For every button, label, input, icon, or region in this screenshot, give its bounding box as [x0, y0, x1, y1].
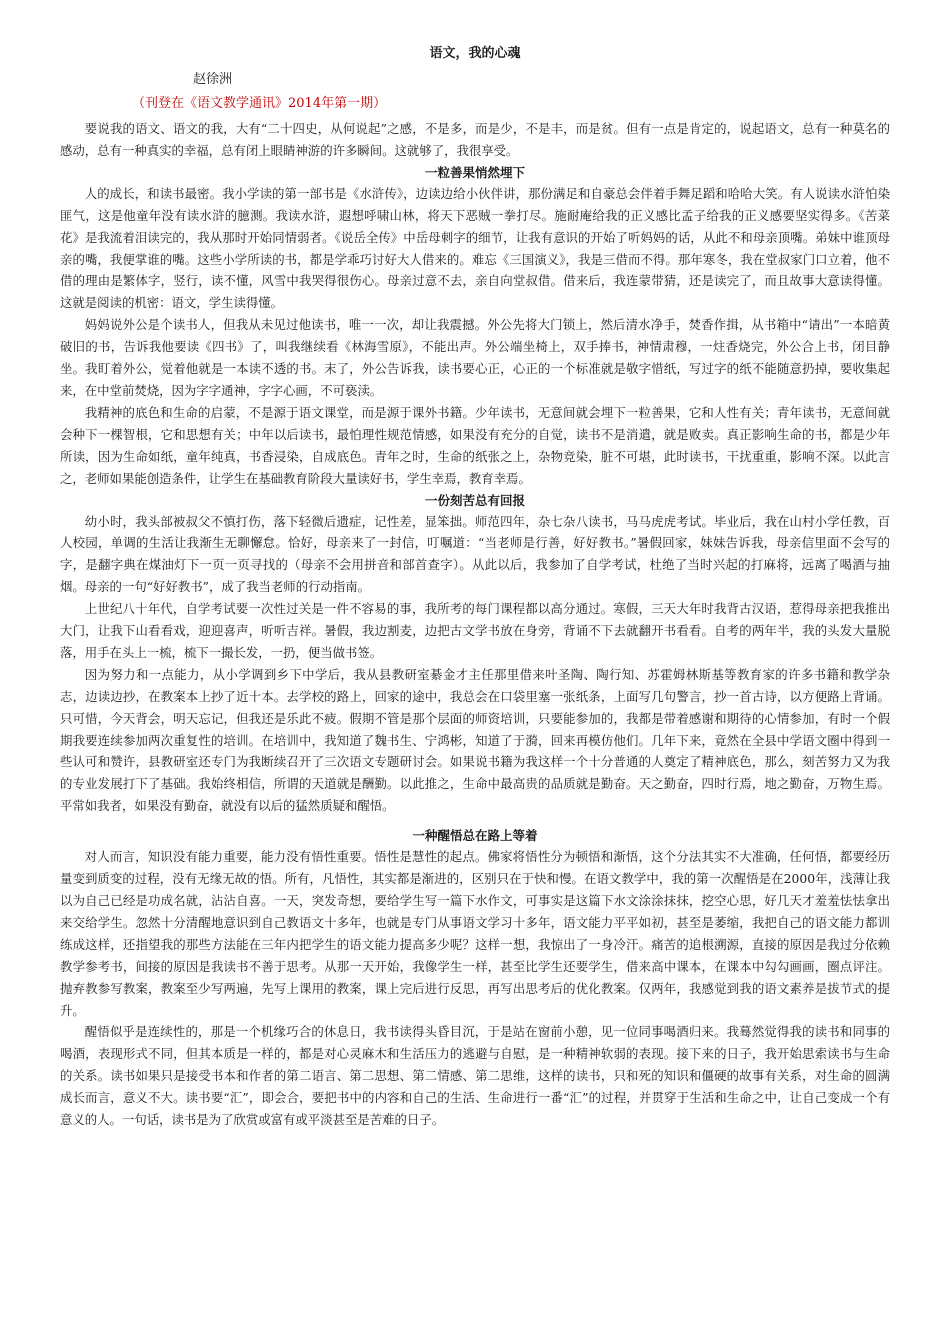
document-title: 语文，我的心魂	[429, 46, 521, 61]
section-heading: 一粒善果悄然埋下	[424, 164, 525, 180]
body-paragraph: 我精神的底色和生命的启蒙，不是源于语文课堂，而是源于课外书籍。少年读书，无意间就会埋下一粒善果，它和人性有关；青年读书，无意间就会种下一棵智根，它和思想有关；中年以后读书，最怕理性规范情感，如果没有充分的自觉，读书不是消遣，就是败卖。真正影响生命的书，都是少年所读，因为生命如纸，童年纯真，书香浸染，自成底色。青年之时，生命的纸张之上，杂物竞染，脏不可堪，此时读书，干扰重重，影响不深。以此言之，老师如果能创造条件，让学生在基础教育阶段大量读好书，学生幸焉，教育幸焉。	[60, 404, 890, 486]
body-paragraph: 妈妈说外公是个读书人，但我从未见过他读书，唯一一次，却让我震撼。外公先将大门锁上，然后清水净手，焚香作揖，从书箱中“请出”一本暗黄破旧的书，告诉我他要读《四书》了，叫我继续看《林海雪原》，不能出声。外公端坐椅上，双手捧书，神情肃穆，一炷香烧完，外公合上书，闭目静坐。我盯着外公，觉着他就是一本读不透的书。末了，外公告诉我，读书要心正，心正的一个标准就是敬字惜纸，写过字的纸不能随意扔掉，要收集起来，在中堂前焚烧，因为字字通神，字字心画，不可亵渎。	[60, 317, 890, 398]
body-paragraph: 对人而言，知识没有能力重要，能力没有悟性重要。悟性是慧性的起点。佛家将悟性分为顿悟和渐悟，这个分法其实不大准确，任何悟，都要经历量变到质变的过程，没有无缘无故的悟。所有，凡悟性，其实都是渐进的，区别只在于快和慢。在语文教学中，我的第一次醒悟是在2000年，浅薄让我以为自己已经是功成名就，沾沾自喜。一天，突发奇想，要给学生写一篇下水作文，可事实是这篇下水文涂涂抹抹，挖空心思，好几天才羞羞怯怯拿出来交给学生。忽然十分清醒地意识到自己教语文十多年，也就是专门从事语文学习十多年，语文能力平平如初，甚至是萎缩，我把自己的语文能力都训练成这样，还指望我的那些方法能在三年内把学生的语文能力提高多少呢？这样一想，我惊出了一身冷汗。痛苦的追根溯源，直接的原因是我过分依赖教学参考书，间接的原因是我读书不善于思考。从那一天开始，我像学生一样，甚至比学生还要学生，借来高中课本，在课本中勾勾画画，圈点评注。抛弃教参写教案，教案至少写两遍，先写上课用的教案，课上完后进行反思，再写出思考后的优化教案。仅两年，我感觉到我的语文素养是拔节式的提升。	[60, 849, 890, 1018]
body-paragraph: 因为努力和一点能力，从小学调到乡下中学后，我从县教研室綦金才主任那里借来叶圣陶、陶行知、苏霍姆林斯基等教育家的许多书籍和教学杂志，边读边抄，在教案本上抄了近十本。去学校的路上，回家的途中，我总会在口袋里塞一张纸条，上面写几句警言，抄一首古诗，以方便路上背诵。只可惜，今天背会，明天忘记，但我还是乐此不疲。假期不管是那个层面的师资培训，只要能参加的，我都是带着感谢和期待的心情参加，有时一个假期我要连续参加两次重复性的培训。在培训中，我知道了魏书生、宁鸿彬，知道了于漪，回来再模仿他们。几年下来，竟然在全县中学语文圈中得到一些认可和赞许，县教研室还专门为我断续召开了三次语文专题研讨会。如果说书籍为我这样一个十分普通的人奠定了精神底色，那么，刻苦努力又为我的专业发展打下了基础。我始终相信，所谓的天道就是酬勤。以此推之，生命中最高贵的品质就是勤奋。天之勤奋，四时行焉，地之勤奋，万物生焉。平常如我者，如果没有勤奋，就没有以后的猛然质疑和醒悟。	[60, 666, 890, 814]
body-paragraph: 上世纪八十年代，自学考试要一次性过关是一件不容易的事，我所考的每门课程都以高分通过。寒假，三天大年时我背古汉语，惹得母亲把我推出大门，让我下山看看戏，迎迎喜声，听听吉祥。暑假，我边割麦，边把古文学书放在身旁，背诵不下去就翻开书看看。自考的两年半，我的头发大量脱落，用手在头上一梳，梳下一撮长发，一扔，便当做书签。	[60, 601, 890, 660]
section-heading: 一份刻苦总有回报	[424, 492, 525, 508]
publication-source: （刊登在《语文教学通讯》2014年第一期）	[132, 96, 387, 111]
author-name: 赵徐洲	[193, 72, 233, 87]
section-heading: 一种醒悟总在路上等着	[412, 828, 538, 844]
body-paragraph: 人的成长，和读书最密。我小学读的第一部书是《水浒传》，边读边给小伙伴讲，那份满足和自豪总会伴着手舞足蹈和哈哈大笑。有人说读水浒怕染匪气，这是他童年没有读水浒的臆测。我读水浒，遐想呼啸山林，将天下恶贼一拳打尽。施耐庵给我的正义感比孟子给我的正义感要坚实得多。《苦菜花》是我流着泪读完的，我从那时开始同情弱者。《说岳全传》中岳母刺字的细节，让我有意识的开始了听妈妈的话，从此不和母亲顶嘴。弟妹中谁顶母亲的嘴，我便掌谁的嘴。这些小学所读的书，都是学乖巧讨好大人借来的。难忘《三国演义》，我是三借而不得。那年寒冬，我在堂叔家门口立着，他不借的理由是繁体字，竖行，读不懂，风雪中我哭得很伤心。母亲过意不去，亲自向堂叔借。借来后，我连蒙带猜，还是读完了，而且故事大意读得懂。这就是阅读的机密：语文，学生读得懂。	[60, 185, 890, 311]
intro-paragraph: 要说我的语文、语文的我，大有“二十四史，从何说起”之感，不是多，而是少，不是丰，而是贫。但有一点是肯定的，说起语文，总有一种莫名的感动，总有一种真实的幸福，总有闭上眼睛神游的许多瞬间。这就够了，我很享受。	[60, 121, 890, 158]
body-paragraph: 幼小时，我头部被叔父不慎打伤，落下轻微后遗症，记性差，显笨拙。师范四年，杂七杂八读书，马马虎虎考试。毕业后，我在山村小学任教，百人校园，单调的生活让我渐生无聊懈怠。恰好，母亲来了一封信，叮嘱道：“当老师是行善，好好教书。”暑假回家，妹妹告诉我，母亲信里面不会写的字，是翻字典在煤油灯下一页一页寻找的（母亲不会用拼音和部首查字）。从此以后，我参加了自学考试，杜绝了当时兴起的打麻将，远离了喝酒与抽烟。母亲的一句“好好教书”，成了我当老师的行动指南。	[60, 513, 890, 595]
body-paragraph: 醒悟似乎是连续性的，那是一个机缘巧合的休息日，我书读得头昏目沉，于是站在窗前小憩，见一位同事喝酒归来。我蓦然觉得我的读书和同事的喝酒，表现形式不同，但其本质是一样的，都是对心灵麻木和生活压力的逃避与自慰，是一种精神软弱的表现。接下来的日子，我开始思索读书与生命的关系。读书如果只是接受书本和作者的第二语言、第二思想、第二情感、第二思维，这样的读书，只和死的知识和僵硬的故事有关系，对生命的圆满成长而言，意义不大。读书要“汇”，即会合，要把书中的内容和自己的生活、生命进行一番“汇”的过程，并贯穿于生活和生命之中，让自己变成一个有意义的人。一句话，读书是为了欣赏或富有或平淡甚至是苦难的日子。	[60, 1024, 890, 1128]
